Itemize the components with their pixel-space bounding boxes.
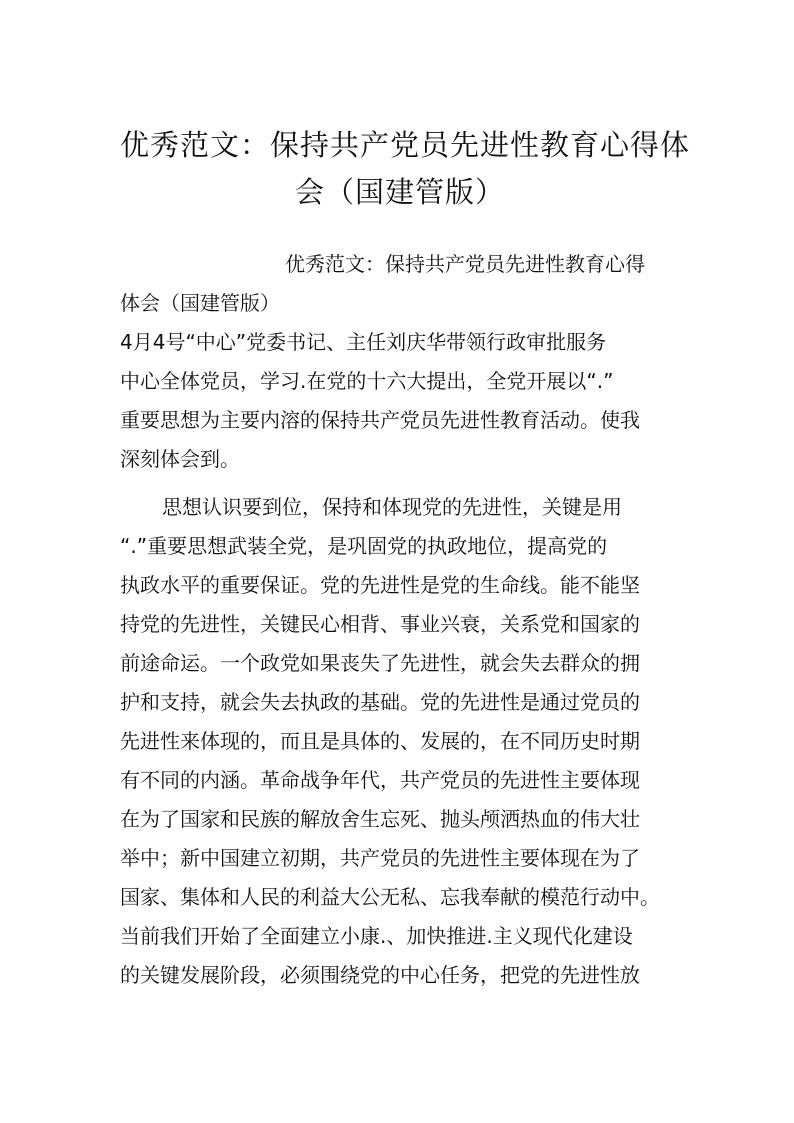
- paragraph-line: 的关键发展阶段，必须围绕党的中心任务，把党的先进性放: [120, 963, 640, 987]
- paragraph-line: 持党的先进性，关键民心相背、事业兴衰，关系党和国家的: [120, 612, 640, 636]
- paragraph-line: 先进性来体现的，而且是具体的、发展的，在不同历史时期: [120, 729, 640, 753]
- paragraph-line: 思想认识要到位，保持和体现党的先进性，关键是用: [162, 495, 622, 519]
- paragraph-line: 前途命运。一个政党如果丧失了先进性，就会失去群众的拥: [120, 651, 640, 675]
- paragraph-1: [120, 323, 680, 479]
- paragraph-line: 举中；新中国建立初期，共产党员的先进性主要体现在为了: [120, 846, 640, 870]
- paragraph-line: 4月4号“中心”党委书记、主任刘庆华带领行政审批服务: [120, 330, 607, 354]
- paragraph-line: 执政水平的重要保证。党的先进性是党的生命线。能不能坚: [120, 573, 640, 597]
- title-line-1: 优秀范文：保持共产党员先进性教育心得体: [120, 128, 691, 162]
- paragraph-line: 在为了国家和民族的解放舍生忘死、抛头颅洒热血的伟大壮: [120, 807, 640, 831]
- paragraph-line: 当前我们开始了全面建立小康.、加快推进.主义现代化建设: [120, 924, 633, 948]
- title-line-2: 会（国建管版）: [295, 175, 506, 209]
- paragraph-line: 国家、集体和人民的利益大公无私、忘我奉献的模范行动中。: [120, 885, 660, 909]
- paragraph-line: 中心全体党员，学习.在党的十六大提出，全党开展以“.”: [120, 369, 614, 393]
- paragraph-line: 深刻体会到。: [120, 447, 240, 471]
- paragraph-2: [120, 488, 680, 995]
- paragraph-line: 护和支持，就会失去执政的基础。党的先进性是通过党员的: [120, 690, 640, 714]
- paragraph-line: 有不同的内涵。革命战争年代，共产党员的先进性主要体现: [120, 768, 640, 792]
- lead-line-1: 优秀范文：保持共产党员先进性教育心得: [285, 252, 645, 276]
- document-title: [120, 122, 691, 216]
- document-body: [120, 245, 680, 995]
- paragraph-line: 重要思想为主要内溶的保持共产党员先进性教育活动。使我: [120, 408, 640, 432]
- lead-line-2: 体会（国建管版）: [120, 291, 280, 315]
- paragraph-line: “.”重要思想武装全党，是巩固党的执政地位，提高党的: [120, 534, 608, 558]
